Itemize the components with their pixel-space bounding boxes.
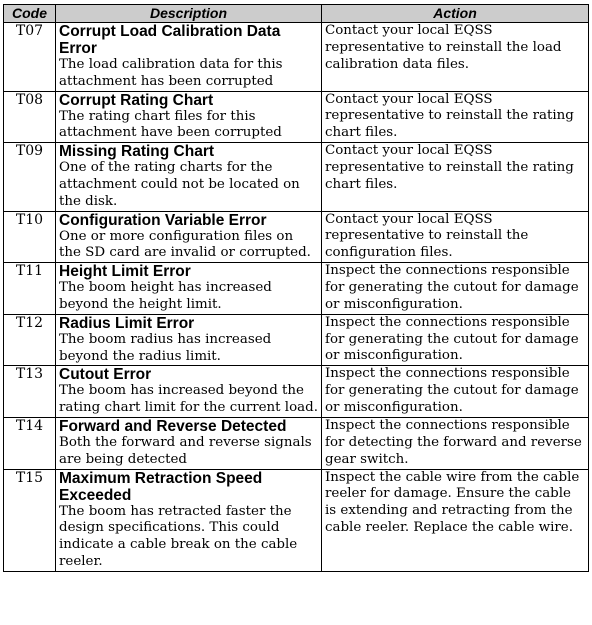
- error-detail: The boom has increased beyond the rating chart limit for the current load.: [59, 383, 318, 416]
- error-title: Height Limit Error: [59, 263, 191, 281]
- action-cell: Inspect the cable wire from the cable reeler for damage. Ensure the cable is extending and retracting from the cable reeler. Replace the cable wire.: [322, 469, 589, 571]
- table-row: [4, 366, 589, 418]
- error-code: T09: [4, 143, 56, 211]
- action-cell: Inspect the connections responsible for detecting the forward and reverse gear switch.: [322, 417, 589, 469]
- description-column-header: Description: [56, 5, 322, 23]
- error-code: T12: [4, 314, 56, 366]
- table-row: [4, 211, 589, 263]
- error-title: Forward and Reverse Detected: [59, 417, 287, 435]
- description-cell: [56, 91, 322, 143]
- error-detail: One or more configuration files on the SD card are invalid or corrupted.: [59, 228, 311, 261]
- table-row: [4, 469, 589, 571]
- error-detail: The load calibration data for this attachment has been corrupted: [59, 57, 283, 89]
- error-code: T07: [4, 23, 56, 92]
- action-cell: Contact your local EQSS representative to reinstall the rating chart files.: [322, 91, 589, 143]
- description-cell: [56, 469, 322, 571]
- table-row: [4, 143, 589, 211]
- table-row: [4, 417, 589, 469]
- action-cell: Inspect the connections responsible for generating the cutout for damage or misconfiguration.: [322, 366, 589, 418]
- error-code: T14: [4, 417, 56, 469]
- description-cell: [56, 211, 322, 263]
- error-detail: One of the rating charts for the attachment could not be located on the disk.: [59, 160, 300, 209]
- table-row: [4, 91, 589, 143]
- action-cell: Contact your local EQSS representative to reinstall the rating chart files.: [322, 143, 589, 211]
- error-code: T13: [4, 366, 56, 418]
- table-row: [4, 263, 589, 315]
- error-detail: The rating chart files for this attachment have been corrupted: [59, 108, 282, 141]
- error-title: Missing Rating Chart: [59, 143, 215, 161]
- error-detail: Both the forward and reverse signals are being detected: [59, 434, 312, 467]
- error-title: Radius Limit Error: [59, 314, 195, 332]
- description-cell: [56, 314, 322, 366]
- error-code: T08: [4, 91, 56, 143]
- table-row: [4, 23, 589, 92]
- action-cell: Inspect the connections responsible for generating the cutout for damage or misconfiguration.: [322, 314, 589, 366]
- error-code: T11: [4, 263, 56, 315]
- description-cell: [56, 143, 322, 211]
- error-detail: The boom has retracted faster the design specifications. This could indicate a cable break on the cable reeler.: [59, 503, 298, 569]
- error-title: Maximum Retraction Speed Exceeded: [59, 469, 263, 504]
- action-cell: Contact your local EQSS representative to reinstall the load calibration data files.: [322, 23, 589, 92]
- description-cell: [56, 366, 322, 418]
- error-detail: The boom height has increased beyond the height limit.: [59, 280, 272, 312]
- error-detail: The boom radius has increased beyond the radius limit.: [59, 331, 272, 364]
- table-header-row: [4, 5, 589, 23]
- error-code: T10: [4, 211, 56, 263]
- description-cell: [56, 23, 322, 92]
- error-title: Cutout Error: [59, 366, 152, 384]
- action-cell: Contact your local EQSS representative to reinstall the configuration files.: [322, 211, 589, 263]
- description-cell: [56, 417, 322, 469]
- table-row: [4, 314, 589, 366]
- error-title: Configuration Variable Error: [59, 211, 267, 229]
- error-code: T15: [4, 469, 56, 571]
- error-code-table: [3, 4, 589, 572]
- error-code-table-container: [3, 4, 588, 572]
- description-cell: [56, 263, 322, 315]
- error-title: Corrupt Rating Chart: [59, 91, 214, 109]
- action-cell: Inspect the connections responsible for generating the cutout for damage or misconfiguration.: [322, 263, 589, 315]
- action-column-header: Action: [322, 5, 589, 23]
- error-title: Corrupt Load Calibration Data Error: [59, 23, 281, 57]
- code-column-header: Code: [4, 5, 56, 23]
